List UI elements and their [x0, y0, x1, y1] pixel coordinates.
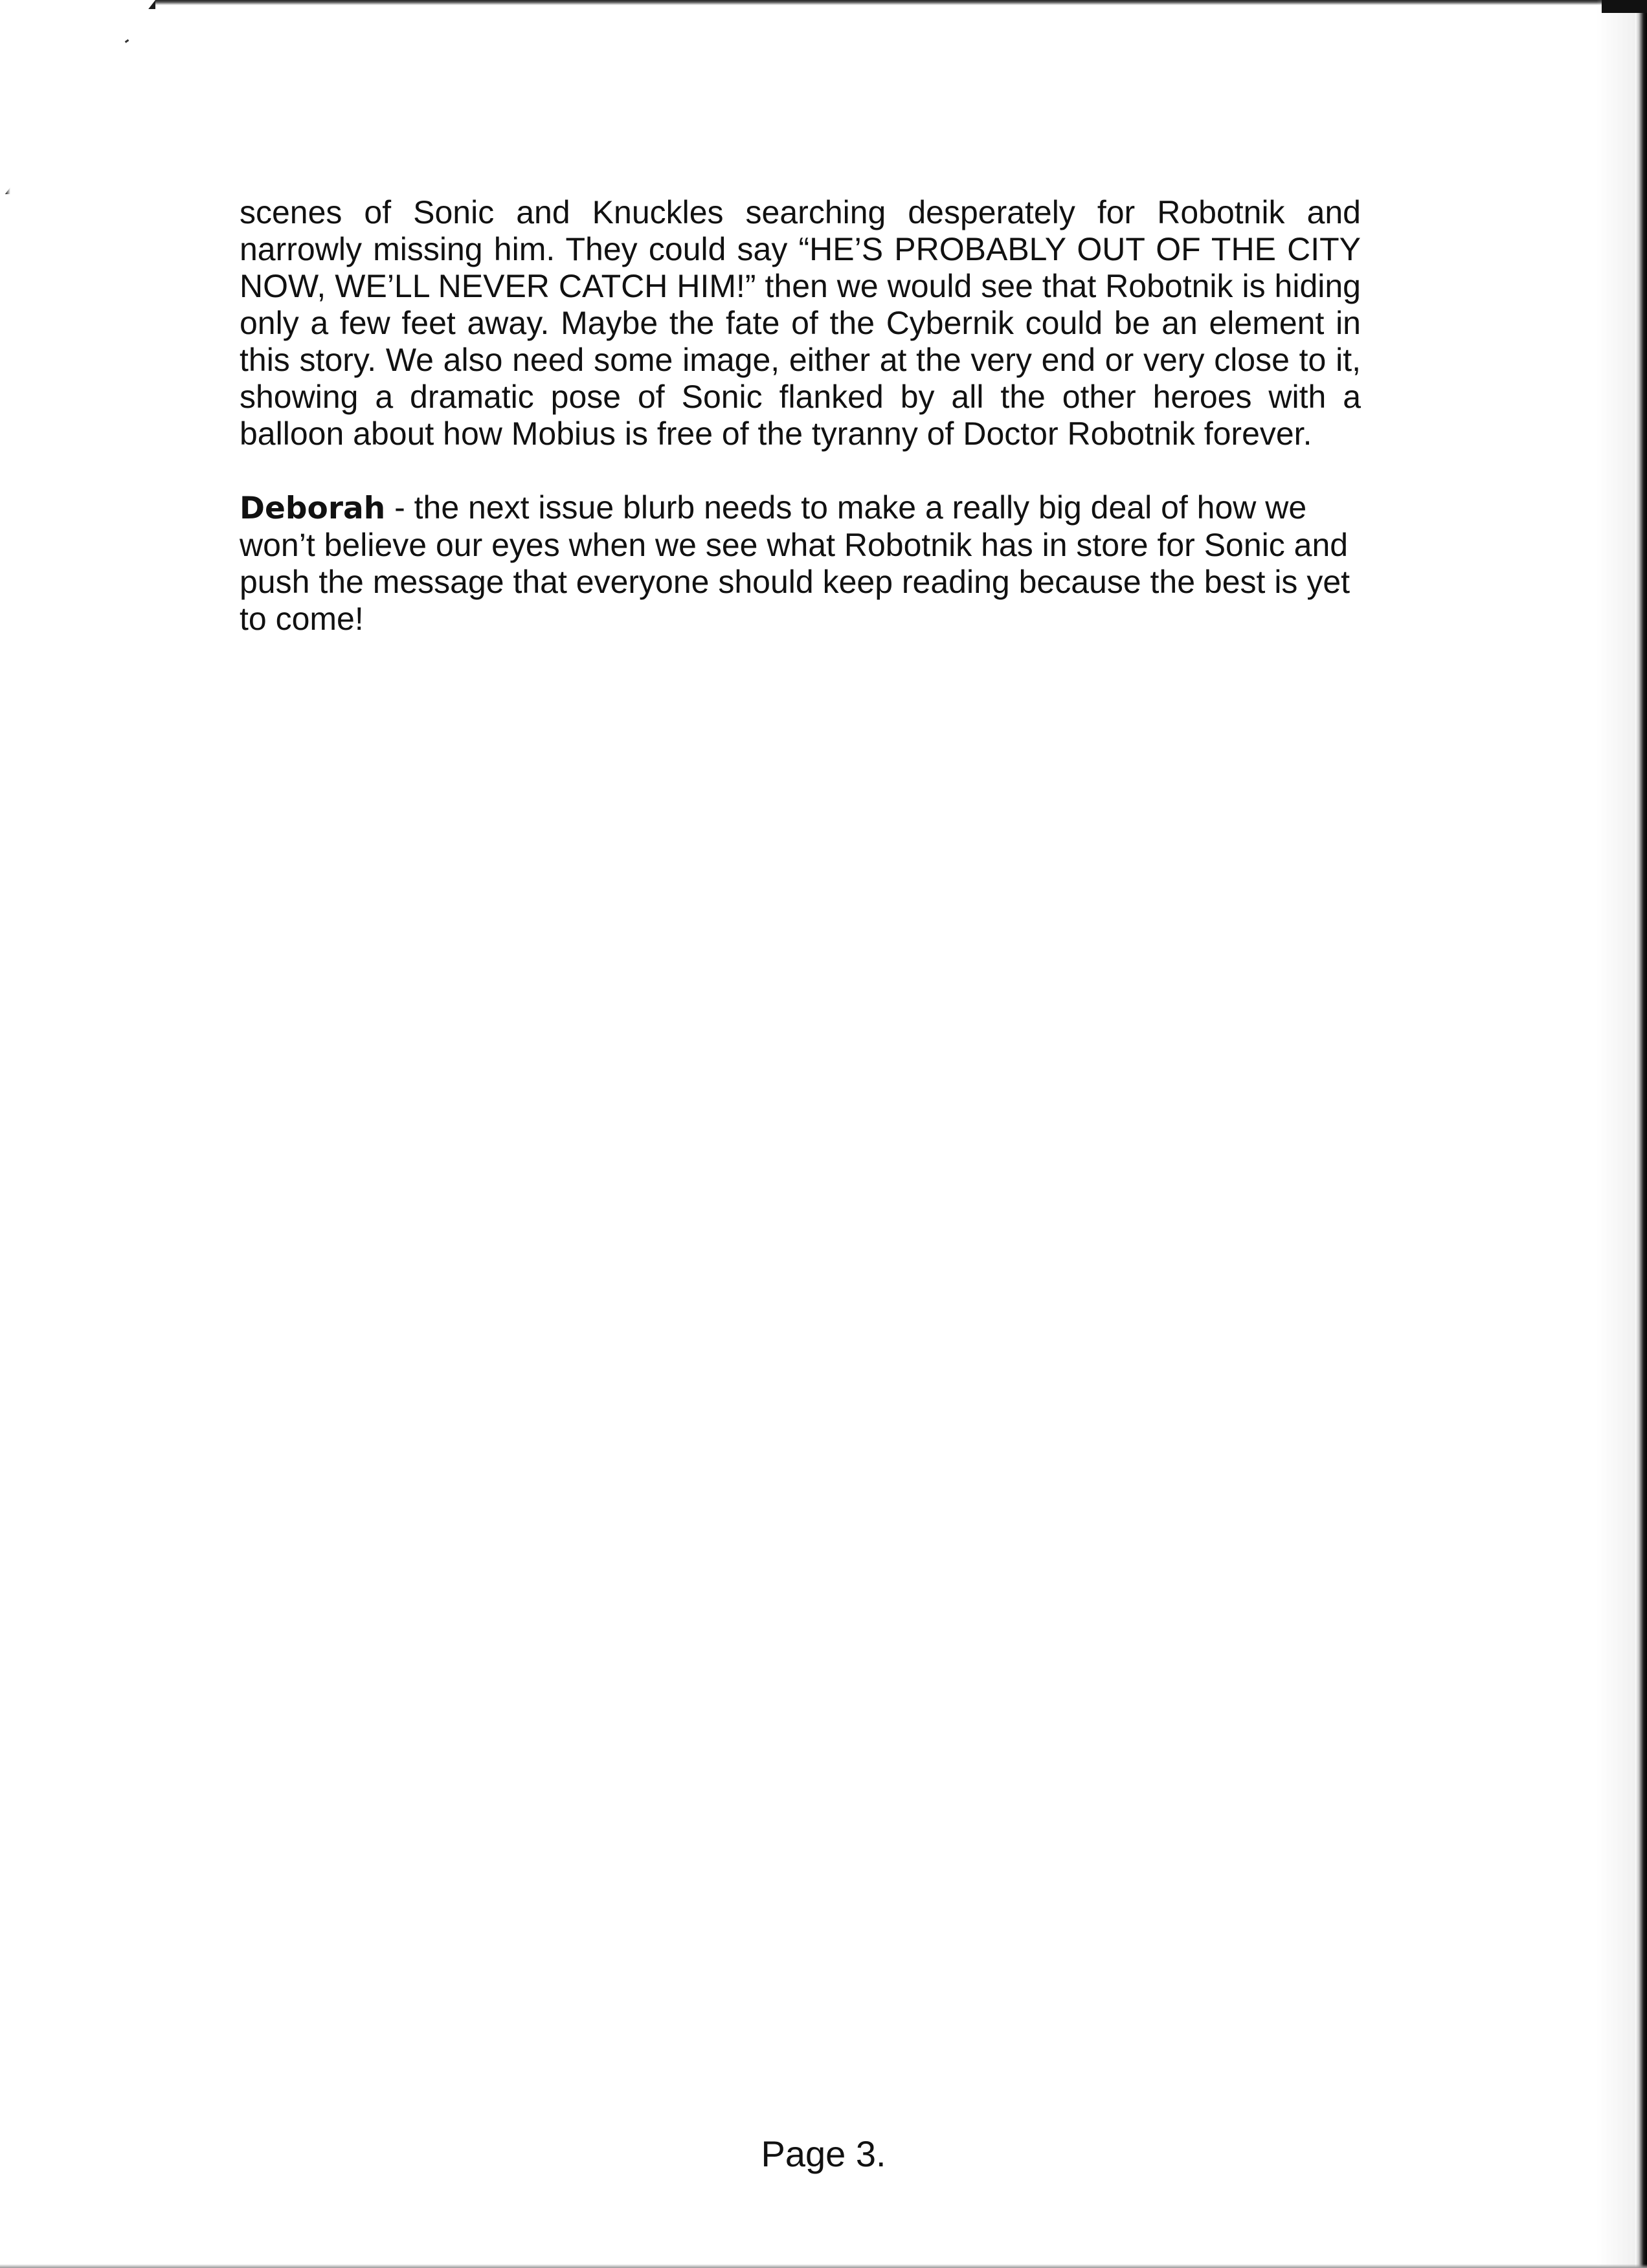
speaker-name: Deborah [240, 491, 386, 526]
paragraph-text: - the next issue blurb needs to make a really big deal of how we won’t believe our eyes when we see what Robotnik has in store for Sonic and push the message that everyone should keep reading because the best is yet to come! [240, 489, 1350, 637]
scan-edge-right-top [1602, 0, 1647, 13]
paragraph-deborah-note [240, 489, 1361, 638]
scan-edge-top [0, 0, 1647, 5]
paragraph-scene-description [240, 194, 1361, 452]
folded-page-corner [0, 0, 155, 201]
page-number: Page 3. [761, 2133, 886, 2174]
scan-shade-right [1597, 0, 1635, 2268]
paragraph-text: scenes of Sonic and Knuckles searching desperately for Robotnik and narrowly missing him. They could say “HE’S PROBABLY OUT OF THE CITY NOW, WE’LL NEVER CATCH HIM!” then we would see that Robotnik is hiding only a few feet away. Maybe the fate of the Cybernik could be an element in this story. We also need some image, either at the very end or very close to it, showing a dramatic pose of Sonic flanked by all the other heroes with a balloon about how Mobius is free of the tyranny of Doctor Robotnik forever. [240, 194, 1361, 452]
document-body [240, 194, 1361, 638]
scan-edge-right [1635, 0, 1647, 2268]
scan-edge-bottom [0, 2264, 1647, 2268]
